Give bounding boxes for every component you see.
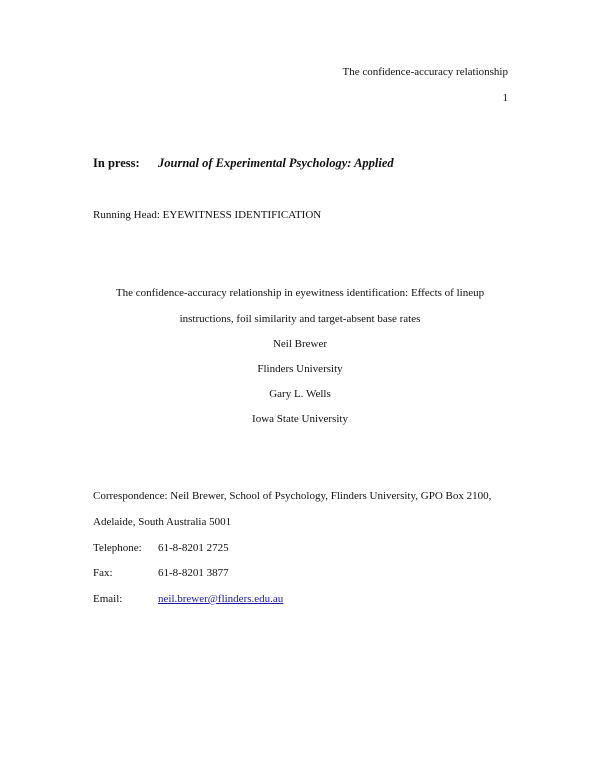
paper-title-line-1: The confidence-accuracy relationship in eyewitness identification: Effects of lineup [115,287,485,299]
email-link[interactable]: neil.brewer@flinders.edu.au [158,593,284,605]
telephone-label: Telephone: [93,542,142,554]
running-header-title: The confidence-accuracy relationship [342,66,508,78]
author-affiliation: Flinders University [257,363,343,375]
page-number: 1 [502,92,508,104]
correspondence-line-2: Adelaide, South Australia 5001 [93,516,232,528]
fax-label: Fax: [93,567,113,579]
correspondence-line-1: Correspondence: Neil Brewer, School of Psychology, Flinders University, GPO Box 2100, [93,490,492,502]
author-name: Neil Brewer [272,338,328,350]
telephone-value: 61-8-8201 2725 [158,542,229,554]
email-label: Email: [93,593,123,605]
author-affiliation: Iowa State University [252,413,348,425]
author-name: Gary L. Wells [269,388,331,400]
running-head: Running Head: EYEWITNESS IDENTIFICATION [93,209,322,221]
journal-name: Journal of Experimental Psychology: Applied [158,156,394,170]
paper-title-line-2: instructions, foil similarity and target-absent base rates [179,313,421,325]
fax-value: 61-8-8201 3877 [158,567,229,579]
in-press-label: In press: [93,156,140,170]
